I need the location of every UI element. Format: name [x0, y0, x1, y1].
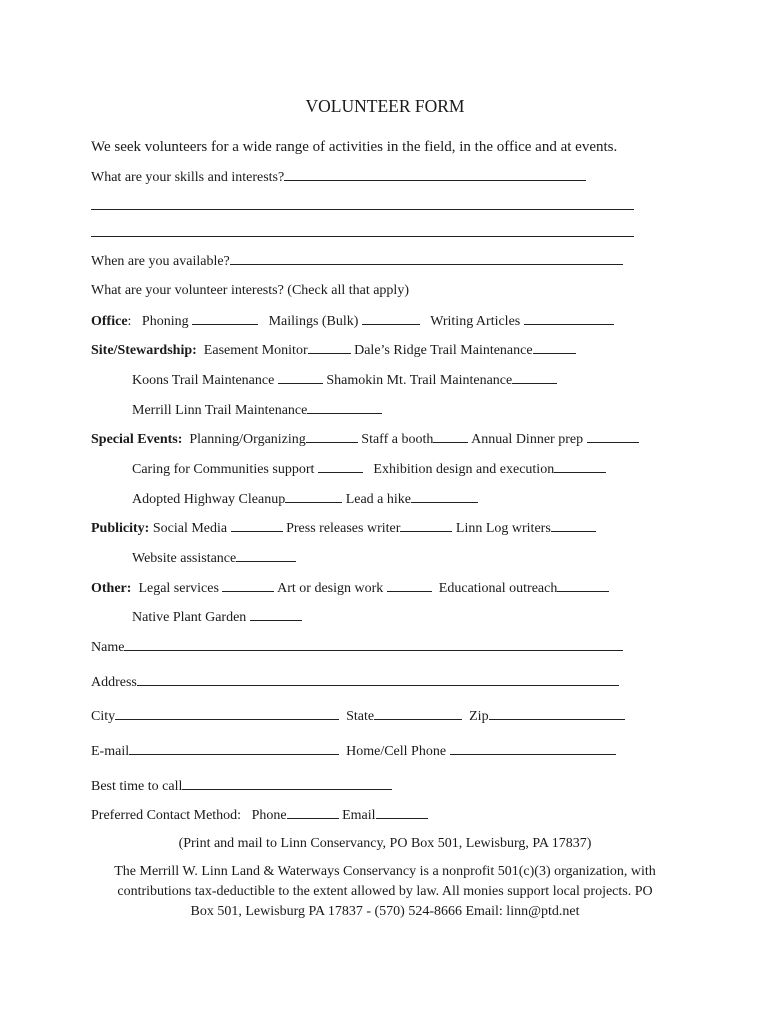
- pref-email-label: Email: [342, 808, 376, 823]
- other-art-check[interactable]: [387, 579, 432, 592]
- phone-label: Home/Cell Phone: [346, 744, 447, 759]
- city-field[interactable]: [115, 707, 339, 720]
- publicity-linnlog-check[interactable]: [551, 519, 596, 532]
- site-koons-label: Koons Trail Maintenance: [132, 373, 275, 388]
- other-outreach-label: Educational outreach: [438, 581, 558, 596]
- other-outreach-check[interactable]: [557, 579, 609, 592]
- preferred-label: Preferred Contact Method:: [91, 808, 242, 823]
- publicity-row-2: [132, 549, 296, 567]
- office-writing-label: Writing Articles: [430, 314, 521, 329]
- publicity-website-label: Website assistance: [132, 551, 237, 566]
- events-heading: Special Events:: [91, 432, 183, 447]
- address-label: Address: [91, 675, 137, 690]
- events-row-1: [91, 430, 639, 448]
- site-heading: Site/Stewardship:: [91, 343, 197, 358]
- available-label: When are you available?: [91, 254, 230, 269]
- other-heading: Other:: [91, 581, 132, 596]
- events-hike-check[interactable]: [411, 490, 478, 503]
- site-dales-label: Dale’s Ridge Trail Maintenance: [354, 343, 533, 358]
- name-row: [91, 638, 623, 656]
- intro-text: We seek volunteers for a wide range of activities in the field, in the office and at events.: [91, 139, 618, 155]
- events-planning-label: Planning/Organizing: [189, 432, 306, 447]
- skills-line-2[interactable]: [91, 209, 634, 210]
- publicity-heading: Publicity:: [91, 521, 150, 536]
- name-field[interactable]: [124, 638, 623, 651]
- events-hike-label: Lead a hike: [345, 492, 411, 507]
- other-art-label: Art or design work: [277, 581, 384, 596]
- footer-line-1: The Merrill W. Linn Land & Waterways Conservancy is a nonprofit 501(c)(3) organization, with: [114, 864, 656, 879]
- other-garden-label: Native Plant Garden: [132, 610, 247, 625]
- interests-question: What are your volunteer interests? (Check all that apply): [91, 283, 409, 298]
- name-label: Name: [91, 640, 125, 655]
- publicity-press-check[interactable]: [400, 519, 452, 532]
- office-phoning-check[interactable]: [192, 312, 258, 325]
- email-field[interactable]: [129, 742, 339, 755]
- address-row: [91, 673, 619, 691]
- events-row-2: [132, 460, 606, 478]
- office-row: Office: Phoning Mailings (Bulk) Writing Articles: [91, 312, 614, 330]
- preferred-row: [91, 806, 428, 824]
- best-time-row: [91, 777, 392, 795]
- events-highway-label: Adopted Highway Cleanup: [132, 492, 286, 507]
- other-row-1: [91, 579, 609, 597]
- best-time-label: Best time to call: [91, 779, 183, 794]
- events-row-3: [132, 490, 478, 508]
- events-highway-check[interactable]: [285, 490, 342, 503]
- office-mailings-label: Mailings (Bulk): [268, 314, 359, 329]
- state-field[interactable]: [374, 707, 462, 720]
- events-booth-check[interactable]: [433, 430, 468, 443]
- site-merrill-check[interactable]: [307, 401, 382, 414]
- site-easement-check[interactable]: [308, 341, 351, 354]
- site-dales-check[interactable]: [533, 341, 576, 354]
- office-phoning-label: Phoning: [141, 314, 189, 329]
- available-field[interactable]: [230, 252, 623, 265]
- pref-email-check[interactable]: [376, 806, 428, 819]
- other-legal-check[interactable]: [222, 579, 274, 592]
- site-row-2: [132, 371, 557, 389]
- office-mailings-check[interactable]: [362, 312, 420, 325]
- office-heading: Office: [91, 314, 128, 329]
- publicity-social-label: Social Media: [152, 521, 228, 536]
- site-shamokin-check[interactable]: [512, 371, 557, 384]
- phone-field[interactable]: [450, 742, 616, 755]
- form-title: VOLUNTEER FORM: [305, 96, 465, 116]
- events-caring-check[interactable]: [318, 460, 363, 473]
- footer-line-3: Box 501, Lewisburg PA 17837 - (570) 524-8666 Email: linn@ptd.net: [190, 904, 580, 919]
- publicity-linnlog-label: Linn Log writers: [455, 521, 551, 536]
- site-merrill-label: Merrill Linn Trail Maintenance: [132, 403, 308, 418]
- city-label: City: [91, 709, 116, 724]
- events-exhibition-check[interactable]: [554, 460, 606, 473]
- email-label: E-mail: [91, 744, 130, 759]
- events-planning-check[interactable]: [306, 430, 358, 443]
- skills-question: [91, 168, 586, 186]
- zip-label: Zip: [469, 709, 489, 724]
- site-shamokin-label: Shamokin Mt. Trail Maintenance: [326, 373, 513, 388]
- site-koons-check[interactable]: [278, 371, 323, 384]
- events-booth-label: Staff a booth: [361, 432, 434, 447]
- mail-note: (Print and mail to Linn Conservancy, PO Box 501, Lewisburg, PA 17837): [178, 836, 592, 851]
- office-writing-check[interactable]: [524, 312, 614, 325]
- skills-field[interactable]: [284, 168, 586, 181]
- site-row-3: [132, 401, 382, 419]
- other-garden-check[interactable]: [250, 608, 302, 621]
- city-row: [91, 707, 625, 725]
- other-legal-label: Legal services: [138, 581, 219, 596]
- events-dinner-check[interactable]: [587, 430, 639, 443]
- footer-line-2: contributions tax-deductible to the extent allowed by law. All monies support local projects. PO: [117, 884, 653, 899]
- site-easement-label: Easement Monitor: [203, 343, 308, 358]
- pref-phone-label: Phone: [251, 808, 287, 823]
- address-field[interactable]: [137, 673, 619, 686]
- publicity-social-check[interactable]: [231, 519, 283, 532]
- publicity-press-label: Press releases writer: [286, 521, 401, 536]
- events-exhibition-label: Exhibition design and execution: [373, 462, 555, 477]
- publicity-row-1: [91, 519, 596, 537]
- pref-phone-check[interactable]: [287, 806, 339, 819]
- events-caring-label: Caring for Communities support: [132, 462, 315, 477]
- state-label: State: [346, 709, 375, 724]
- best-time-field[interactable]: [182, 777, 392, 790]
- other-row-2: [132, 608, 302, 626]
- events-dinner-label: Annual Dinner prep: [471, 432, 584, 447]
- available-question: [91, 252, 623, 270]
- skills-line-3[interactable]: [91, 236, 634, 237]
- publicity-website-check[interactable]: [236, 549, 296, 562]
- zip-field[interactable]: [489, 707, 625, 720]
- email-row: [91, 742, 616, 760]
- site-row-1: [91, 341, 576, 359]
- skills-label: What are your skills and interests?: [91, 170, 285, 185]
